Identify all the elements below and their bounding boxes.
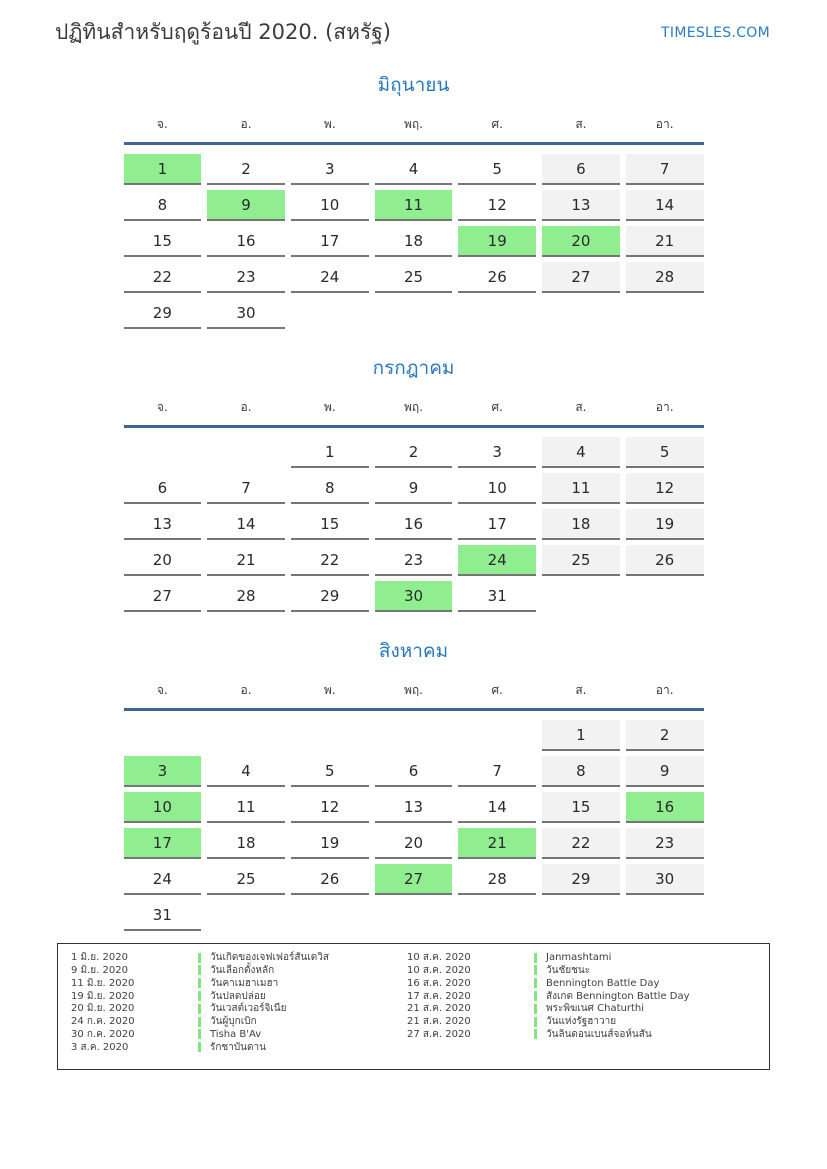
- day-cell-august-28: 28: [458, 864, 536, 895]
- day-cell-june-10: 10: [291, 190, 369, 221]
- day-cell-june-27: 27: [542, 262, 620, 293]
- day-cell-july-20: 20: [124, 545, 202, 576]
- weekday-label: จ.: [156, 400, 168, 415]
- legend-holiday-label: Janmashtami: [546, 952, 612, 964]
- legend-date: 21 ส.ค. 2020: [407, 1016, 471, 1028]
- day-cell-august-3: 3: [124, 756, 202, 787]
- legend-date: 1 มิ.ย. 2020: [71, 952, 128, 964]
- day-grid-august: [124, 720, 704, 931]
- weekday-label: ศ.: [491, 117, 503, 132]
- day-cell-june-16: 16: [207, 226, 285, 257]
- day-cell-june-23: 23: [207, 262, 285, 293]
- day-cell-august-21: 21: [458, 828, 536, 859]
- legend-holiday-label: สังเกต Bennington Battle Day: [546, 990, 690, 1002]
- weekday-label: ส.: [575, 117, 587, 132]
- day-cell-july-12: 12: [626, 473, 704, 504]
- day-cell-july-3: 3: [458, 437, 536, 468]
- legend-date: 20 มิ.ย. 2020: [71, 1003, 135, 1015]
- day-cell-july-29: 29: [291, 581, 369, 612]
- legend-date: 30 ก.ค. 2020: [71, 1028, 135, 1040]
- day-cell-july-5: 5: [626, 437, 704, 468]
- day-cell-july-9: 9: [375, 473, 453, 504]
- month-july: [124, 353, 704, 612]
- legend-holiday-label: วันผู้บุกเบิก: [210, 1016, 257, 1028]
- legend-holiday-label: วันเกิดของเจฟเฟอร์สันเดวิส: [210, 952, 329, 964]
- day-cell-july-17: 17: [458, 509, 536, 540]
- day-cell-july-15: 15: [291, 509, 369, 540]
- day-cell-august-23: 23: [626, 828, 704, 859]
- legend-date: 24 ก.ค. 2020: [71, 1016, 135, 1028]
- day-cell-july-14: 14: [207, 509, 285, 540]
- day-cell-august-14: 14: [458, 792, 536, 823]
- holiday-marker-icon: [198, 978, 201, 988]
- day-cell-june-8: 8: [124, 190, 202, 221]
- day-cell-july-10: 10: [458, 473, 536, 504]
- weekday-label: ศ.: [491, 683, 503, 698]
- day-cell-august-25: 25: [207, 864, 285, 895]
- day-cell-august-4: 4: [207, 756, 285, 787]
- legend-box: [57, 943, 770, 1069]
- empty-cell: [124, 437, 202, 468]
- months-container: [124, 70, 704, 931]
- weekday-label: อ.: [240, 117, 252, 132]
- day-cell-june-6: 6: [542, 154, 620, 185]
- legend-date: 16 ส.ค. 2020: [407, 977, 471, 989]
- empty-cell: [124, 720, 202, 751]
- weekday-label: พฤ.: [403, 683, 423, 698]
- legend-date: 21 ส.ค. 2020: [407, 1003, 471, 1015]
- day-cell-july-11: 11: [542, 473, 620, 504]
- empty-cell: [375, 720, 453, 751]
- day-cell-july-26: 26: [626, 545, 704, 576]
- day-cell-july-23: 23: [375, 545, 453, 576]
- day-cell-july-21: 21: [207, 545, 285, 576]
- legend-date: 10 ส.ค. 2020: [407, 965, 471, 976]
- legend-date: 17 ส.ค. 2020: [407, 990, 471, 1002]
- holiday-marker-icon: [534, 991, 537, 1001]
- day-cell-august-5: 5: [291, 756, 369, 787]
- day-cell-june-19: 19: [458, 226, 536, 257]
- weekday-header-row-august: [124, 681, 704, 711]
- day-cell-july-2: 2: [375, 437, 453, 468]
- day-cell-august-13: 13: [375, 792, 453, 823]
- weekday-label: พฤ.: [403, 117, 423, 132]
- weekday-label: พ.: [323, 117, 336, 132]
- day-cell-june-13: 13: [542, 190, 620, 221]
- legend-holiday-label: Bennington Battle Day: [546, 977, 660, 989]
- day-cell-july-7: 7: [207, 473, 285, 504]
- day-cell-august-2: 2: [626, 720, 704, 751]
- holiday-marker-icon: [534, 1004, 537, 1014]
- weekday-label: ศ.: [491, 400, 503, 415]
- day-cell-july-24: 24: [458, 545, 536, 576]
- weekday-label: พ.: [323, 400, 336, 415]
- day-cell-june-22: 22: [124, 262, 202, 293]
- day-cell-august-7: 7: [458, 756, 536, 787]
- day-cell-june-11: 11: [375, 190, 453, 221]
- weekday-label: ส.: [575, 683, 587, 698]
- day-cell-august-6: 6: [375, 756, 453, 787]
- holiday-marker-icon: [198, 1042, 201, 1052]
- day-cell-june-26: 26: [458, 262, 536, 293]
- day-cell-july-18: 18: [542, 509, 620, 540]
- day-cell-june-14: 14: [626, 190, 704, 221]
- day-cell-june-2: 2: [207, 154, 285, 185]
- month-august: [124, 636, 704, 931]
- holiday-marker-icon: [534, 965, 537, 975]
- day-cell-june-17: 17: [291, 226, 369, 257]
- legend-holiday-label: รักชาบันดาน: [210, 1041, 266, 1053]
- day-cell-august-27: 27: [375, 864, 453, 895]
- legend-row: [407, 1028, 759, 1041]
- day-cell-july-6: 6: [124, 473, 202, 504]
- weekday-header-row-june: [124, 115, 704, 145]
- holiday-marker-icon: [534, 953, 537, 963]
- weekday-header-row-july: [124, 398, 704, 428]
- legend-date: 9 มิ.ย. 2020: [71, 965, 128, 976]
- weekday-label: อ.: [240, 683, 252, 698]
- day-cell-august-10: 10: [124, 792, 202, 823]
- legend-holiday-label: Tisha B'Av: [210, 1028, 262, 1040]
- day-cell-july-22: 22: [291, 545, 369, 576]
- day-cell-june-30: 30: [207, 298, 285, 329]
- legend-row: [71, 1041, 407, 1054]
- legend-holiday-label: วันคาเมฮาเมฮา: [210, 977, 279, 989]
- legend-date: 11 มิ.ย. 2020: [71, 977, 135, 989]
- day-cell-july-25: 25: [542, 545, 620, 576]
- day-cell-july-28: 28: [207, 581, 285, 612]
- day-cell-august-19: 19: [291, 828, 369, 859]
- legend-holiday-label: วันแห่งรัฐฮาวาย: [546, 1016, 617, 1028]
- weekday-label: พฤ.: [403, 400, 423, 415]
- weekday-label: ส.: [575, 400, 587, 415]
- day-cell-june-25: 25: [375, 262, 453, 293]
- month-title-june: มิถุนายน: [377, 74, 450, 97]
- day-cell-june-21: 21: [626, 226, 704, 257]
- day-cell-june-1: 1: [124, 154, 202, 185]
- empty-cell: [291, 720, 369, 751]
- day-cell-july-31: 31: [458, 581, 536, 612]
- day-cell-august-1: 1: [542, 720, 620, 751]
- day-cell-june-15: 15: [124, 226, 202, 257]
- day-cell-june-28: 28: [626, 262, 704, 293]
- day-cell-august-20: 20: [375, 828, 453, 859]
- month-title-july: กรกฎาคม: [372, 357, 455, 380]
- day-cell-june-7: 7: [626, 154, 704, 185]
- legend-holiday-label: วันลินดอนเบนส์จอห์นสัน: [546, 1028, 652, 1040]
- legend-date: 10 ส.ค. 2020: [407, 952, 471, 964]
- holiday-marker-icon: [534, 1017, 537, 1027]
- day-cell-august-8: 8: [542, 756, 620, 787]
- holiday-marker-icon: [534, 1029, 537, 1039]
- day-grid-june: [124, 154, 704, 329]
- weekday-label: อา.: [655, 117, 674, 132]
- site-link[interactable]: TIMESLES.COM: [661, 25, 770, 41]
- day-cell-july-1: 1: [291, 437, 369, 468]
- day-cell-august-29: 29: [542, 864, 620, 895]
- day-cell-august-17: 17: [124, 828, 202, 859]
- day-cell-june-20: 20: [542, 226, 620, 257]
- weekday-label: อ.: [240, 400, 252, 415]
- weekday-label: อา.: [655, 683, 674, 698]
- weekday-label: พ.: [323, 683, 336, 698]
- day-cell-june-12: 12: [458, 190, 536, 221]
- day-cell-june-3: 3: [291, 154, 369, 185]
- holiday-marker-icon: [198, 1029, 201, 1039]
- weekday-label: จ.: [156, 683, 168, 698]
- day-cell-august-18: 18: [207, 828, 285, 859]
- day-cell-june-24: 24: [291, 262, 369, 293]
- day-grid-july: [124, 437, 704, 612]
- holiday-marker-icon: [198, 965, 201, 975]
- day-cell-june-5: 5: [458, 154, 536, 185]
- day-cell-august-22: 22: [542, 828, 620, 859]
- day-cell-july-4: 4: [542, 437, 620, 468]
- holiday-marker-icon: [198, 1004, 201, 1014]
- day-cell-august-11: 11: [207, 792, 285, 823]
- legend-column-left: [71, 951, 407, 1053]
- day-cell-august-12: 12: [291, 792, 369, 823]
- day-cell-august-24: 24: [124, 864, 202, 895]
- day-cell-july-19: 19: [626, 509, 704, 540]
- day-cell-august-31: 31: [124, 900, 202, 931]
- day-cell-july-30: 30: [375, 581, 453, 612]
- day-cell-july-8: 8: [291, 473, 369, 504]
- legend-date: 19 มิ.ย. 2020: [71, 990, 135, 1002]
- legend-holiday-label: พระพิฆเนศ Chaturthi: [546, 1003, 644, 1015]
- day-cell-june-9: 9: [207, 190, 285, 221]
- day-cell-august-9: 9: [626, 756, 704, 787]
- page-title: ปฏิทินสำหรับฤดูร้อนปี 2020. (สหรัฐ): [55, 20, 391, 44]
- legend-holiday-label: วันปลดปล่อย: [210, 990, 266, 1002]
- legend-date: 27 ส.ค. 2020: [407, 1028, 471, 1040]
- weekday-label: จ.: [156, 117, 168, 132]
- day-cell-june-4: 4: [375, 154, 453, 185]
- empty-cell: [207, 720, 285, 751]
- day-cell-july-27: 27: [124, 581, 202, 612]
- holiday-marker-icon: [198, 991, 201, 1001]
- day-cell-august-30: 30: [626, 864, 704, 895]
- legend-column-right: [407, 951, 759, 1041]
- weekday-label: อา.: [655, 400, 674, 415]
- holiday-marker-icon: [534, 978, 537, 988]
- empty-cell: [458, 720, 536, 751]
- holiday-marker-icon: [198, 1017, 201, 1027]
- legend-date: 3 ส.ค. 2020: [71, 1041, 129, 1053]
- empty-cell: [207, 437, 285, 468]
- month-june: [124, 70, 704, 329]
- legend-holiday-label: วันเวสต์เวอร์จิเนีย: [210, 1003, 287, 1015]
- day-cell-august-15: 15: [542, 792, 620, 823]
- day-cell-august-26: 26: [291, 864, 369, 895]
- month-title-august: สิงหาคม: [378, 640, 449, 663]
- day-cell-june-18: 18: [375, 226, 453, 257]
- day-cell-july-16: 16: [375, 509, 453, 540]
- day-cell-august-16: 16: [626, 792, 704, 823]
- page-header: [0, 0, 827, 46]
- legend-holiday-label: วันเลือกตั้งหลัก: [210, 965, 275, 976]
- holiday-marker-icon: [198, 953, 201, 963]
- day-cell-july-13: 13: [124, 509, 202, 540]
- legend-holiday-label: วันชัยชนะ: [546, 965, 591, 976]
- day-cell-june-29: 29: [124, 298, 202, 329]
